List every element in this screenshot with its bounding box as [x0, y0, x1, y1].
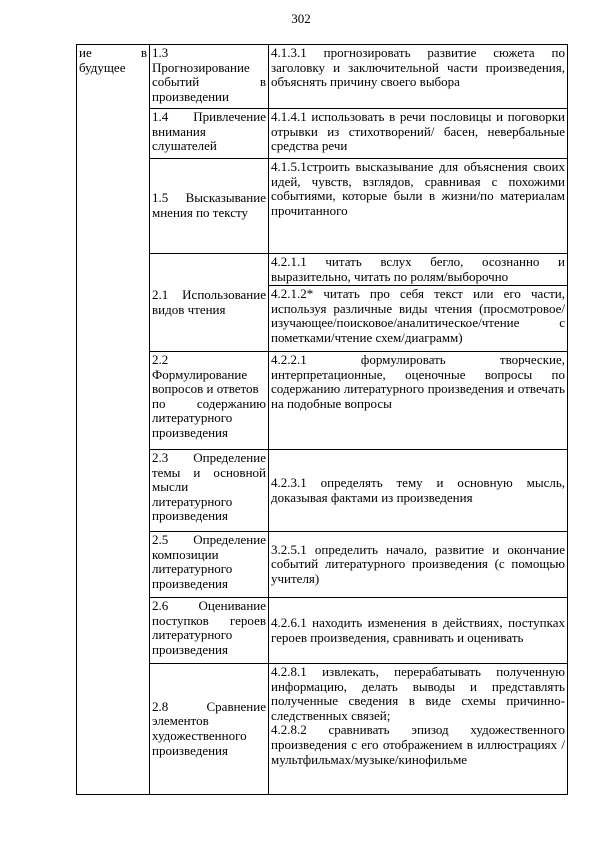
skill-line: литературного [152, 561, 233, 577]
curriculum-table [76, 44, 568, 795]
table-row [77, 532, 568, 598]
section-cell [77, 45, 150, 795]
skill-line: 2.2 [152, 352, 169, 367]
table-row [77, 254, 568, 352]
skill-line: композиции [152, 546, 219, 562]
skill-cell [150, 159, 269, 254]
skill-line: Прогнозирование [152, 59, 250, 75]
skill-line: 2.5 Определение [152, 532, 266, 547]
skill-line: 2.8 Сравнение [152, 698, 266, 714]
skill-cell [150, 532, 269, 598]
skill-line: мнения по тексту [152, 205, 249, 220]
outcome-text: 4.2.2.1 формулировать творческие, интерпретационные, оценочные вопросы по содержанию литературного произведения и отвечать на подобные вопросы [271, 352, 565, 411]
skill-line: слушателей [152, 138, 217, 154]
skill-line: 1.5 Высказывание [152, 190, 266, 206]
outcome-cell [269, 532, 568, 598]
skill-line: произведения [152, 641, 228, 657]
skill-line: 1.3 [152, 45, 169, 60]
skill-line: произведения [152, 742, 228, 758]
skill-line: художественного [152, 728, 247, 743]
skill-cell [150, 450, 269, 532]
skill-line: 1.4 Привлечение [152, 109, 266, 124]
outcome-text: 4.2.1.2* читать про себя текст или его части, используя различные виды чтения (просмотровое/изучающее/поисковое/аналитическое/чтение с пометками/чтение схем/диаграмм) [271, 286, 565, 345]
table-row [77, 109, 568, 159]
outcome-subcell [269, 254, 567, 286]
outcome-cell [269, 598, 568, 664]
skill-line: вопросов и ответов [152, 381, 259, 397]
outcome-cell [269, 109, 568, 159]
skill-line: произведения [152, 575, 228, 591]
page-number: 302 [291, 11, 311, 26]
table-row [77, 598, 568, 664]
skill-line: событий в [152, 74, 266, 90]
table-row [77, 450, 568, 532]
outcome-text: 4.2.1.1 читать вслух бегло, осознанно и выразительно, читать по ролям/выборочно [271, 254, 565, 284]
skill-line: литературного [152, 410, 233, 426]
skill-cell [150, 664, 269, 795]
outcome-cell [269, 159, 568, 254]
section-line: ие в [79, 45, 147, 60]
skill-line: элементов [152, 713, 209, 729]
skill-line: мысли [152, 479, 189, 495]
skill-cell [150, 109, 269, 159]
outcome-cell [269, 450, 568, 532]
skill-line: литературного [152, 627, 233, 643]
skill-line: видов чтения [152, 301, 226, 317]
outcome-cell [269, 352, 568, 450]
skill-line: произведении [152, 88, 229, 104]
table-row [77, 45, 568, 109]
skill-line: по содержанию [152, 395, 266, 411]
table-row [77, 664, 568, 795]
outcome-text: 4.2.8.1 извлекать, перерабатывать полученную информацию, делать выводы и представлять полученные сведения в виде схемы причинно-следственных связей; [271, 664, 565, 723]
outcome-text: 4.1.5.1строить высказывание для объяснения своих идей, чувств, взглядов, сравнивая с похожими событиями, которые были в жизни/по материалам прочитанного [271, 159, 565, 218]
skill-line: темы и основной [152, 464, 266, 480]
outcome-text: 4.2.6.1 находить изменения в действиях, поступках героев произведения, сравнивать и оценивать [271, 614, 565, 645]
table-row [77, 352, 568, 450]
outcome-text: 4.1.4.1 использовать в речи пословицы и поговорки отрывки из стихотворений/ басен, невербальные средства речи [271, 109, 565, 154]
outcome-subcell [269, 286, 567, 346]
skill-line: 2.3 Определение [152, 450, 266, 465]
outcome-cell [269, 45, 568, 109]
section-line: будущее [79, 59, 126, 75]
outcome-text: 4.1.3.1 прогнозировать развитие сюжета по заголовку и заключительной части произведения, объяснять причину своего выбора [271, 45, 565, 90]
outcome-text: 4.2.3.1 определять тему и основную мысль, доказывая фактами из произведения [271, 474, 565, 505]
skill-line: Формулирование [152, 366, 248, 382]
outcome-cell [269, 254, 568, 352]
skill-cell [150, 598, 269, 664]
skill-cell [150, 45, 269, 109]
outcome-text: 3.2.5.1 определить начало, развитие и окончание событий литературного произведения (с помощью учителя) [271, 541, 565, 586]
skill-line: 2.6 Оценивание [152, 598, 266, 613]
skill-line: поступков героев [152, 612, 266, 628]
outcome-text: 4.2.8.2 сравнивать эпизод художественного произведения с его отображением в иллюстрациях /мультфильмах/музыке/кинофильме [271, 722, 565, 767]
skill-line: 2.1 Использование [152, 286, 266, 302]
skill-line: произведения [152, 424, 228, 440]
skill-line: произведения [152, 508, 228, 524]
skill-cell [150, 254, 269, 352]
table-row [77, 159, 568, 254]
outcome-cell [269, 664, 568, 795]
skill-cell [150, 352, 269, 450]
skill-line: внимания [152, 123, 206, 139]
skill-line: литературного [152, 493, 233, 509]
